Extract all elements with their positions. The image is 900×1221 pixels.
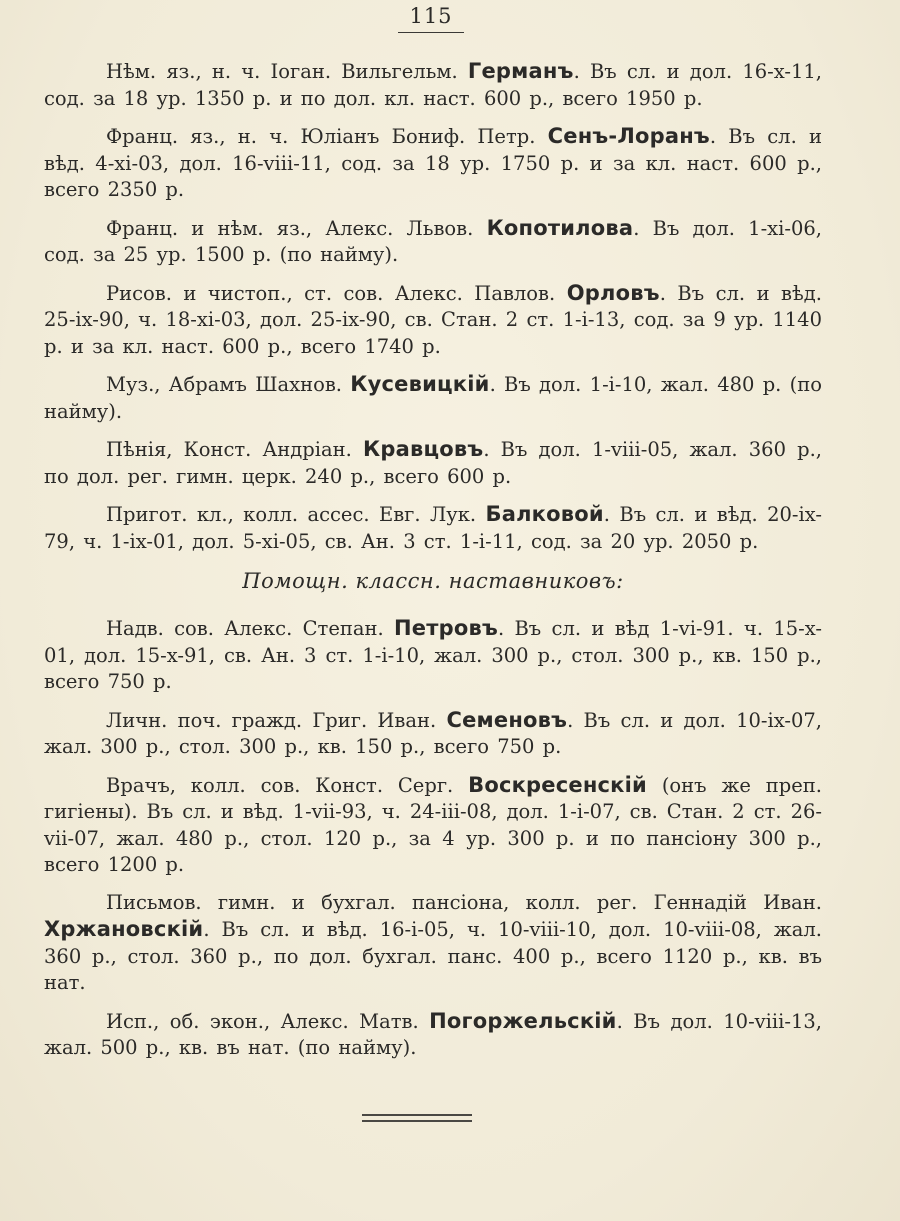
entry-surname: Воскресенскій: [468, 772, 647, 797]
entry-details: . Въ сл. и дол. 10-ix-07, жал. 300 р., стол. 300 р., кв. 150 р., всего 750 р.: [44, 708, 822, 758]
staff-entry: [44, 1008, 822, 1062]
entry-details: . Въ дол. 1-i-10, жал. 480 р. (по найму).: [44, 373, 822, 423]
entry-surname: Копотилова: [486, 215, 634, 240]
entry-details: . Въ сл. и вѣд. 20-ix-79, ч. 1-ix-01, дол. 5-xi-05, св. Ан. 3 ст. 1-i-11, сод. за 20 ур. 2050 р.: [44, 503, 822, 553]
staff-entry: [44, 371, 822, 425]
staff-entry: [44, 436, 822, 490]
staff-entry: [44, 707, 822, 761]
entry-lead: Исп., об. экон., Алекс. Матв.: [106, 1009, 430, 1033]
page-content: [44, 58, 822, 1073]
entry-lead: Письмов. гимн. и бухгал. пансіона, колл. рег. Геннадій Иван.: [106, 890, 822, 914]
entry-surname: Семеновъ: [446, 707, 568, 732]
entry-surname: Кравцовъ: [362, 437, 484, 461]
page-number-underline: [398, 32, 464, 33]
staff-entry: [44, 280, 822, 361]
entry-surname: Германъ: [467, 59, 574, 83]
staff-entry: [44, 215, 822, 269]
entry-surname: Хржановскій: [44, 917, 204, 941]
entry-details: . Въ дол. 10-viii-13, жал. 500 р., кв. въ нат. (по найму).: [44, 1009, 822, 1059]
entry-details: . Въ сл. и вѣд. 4-xi-03, дол. 16-viii-11, сод. за 18 ур. 1750 р. и за кл. наст. 600 р., всего 2350 р.: [44, 125, 822, 201]
entry-surname: Кусевицкій: [350, 372, 490, 396]
entry-details: . Въ сл. и вѣд 1-vi-91. ч. 15-x-01, дол. 15-x-91, св. Ан. 3 ст. 1-i-10, жал. 300 р., стол. 300 р., кв. 150 р., всего 750 р.: [44, 617, 822, 693]
entry-lead: Нѣм. яз., н. ч. Іоган. Вильгельм.: [106, 60, 468, 83]
entry-surname: Петровъ: [394, 616, 498, 640]
entry-lead: Муз., Абрамъ Шахнов.: [106, 373, 351, 396]
staff-entry: [44, 123, 822, 204]
end-rule-top: [362, 1114, 472, 1116]
entry-surname: Балковой: [485, 502, 604, 526]
staff-entry: [44, 615, 822, 696]
entry-details: . Въ сл. и вѣд. 25-ix-90, ч. 18-xi-03, дол. 25-ix-90, св. Стан. 2 ст. 1-i-13, сод. за 9 ур. 1140 р. и за кл. наст. 600 р., всего 1740 р.: [44, 281, 822, 358]
staff-entry: [44, 772, 822, 879]
entry-lead: Франц. яз., н. ч. Юліанъ Бониф. Петр.: [106, 125, 548, 148]
entry-lead: Пригот. кл., колл. ассес. Евг. Лук.: [106, 503, 486, 526]
entry-lead: Франц. и нѣм. яз., Алекс. Львов.: [106, 216, 487, 240]
staff-entry: [44, 58, 822, 112]
entry-lead: Личн. поч. гражд. Григ. Иван.: [106, 708, 447, 732]
entry-details: . Въ дол. 1-viii-05, жал. 360 р., по дол. рег. гимн. церк. 240 р., всего 600 р.: [44, 438, 822, 488]
entry-lead: Рисов. и чистоп., ст. сов. Алекс. Павлов.: [106, 281, 567, 305]
entry-details: . Въ сл. и вѣд. 16-i-05, ч. 10-viii-10, дол. 10-viii-08, жал. 360 р., стол. 360 р., по дол. бухгал. панс. 400 р., всего 1120 р., кв. въ нат.: [44, 918, 822, 994]
section-heading: Помощн. классн. наставниковъ:: [242, 569, 624, 593]
entry-lead: Врачъ, колл. сов. Конст. Серг.: [106, 773, 469, 797]
entry-details: (онъ же преп. гигіены). Въ сл. и вѣд. 1-vii-93, ч. 24-iii-08, дол. 1-i-07, св. Стан. 2 ст. 26-vii-07, жал. 480 р., стол. 120 р., за 4 ур. 300 р. и по пансіону 300 р., всего 1200 р.: [44, 773, 823, 876]
entry-surname: Сенъ-Лоранъ: [547, 124, 710, 148]
staff-entry: [44, 501, 822, 555]
end-rule-bottom: [362, 1120, 472, 1122]
entry-details: . Въ сл. и дол. 16-x-11, сод. за 18 ур. 1350 р. и по дол. кл. наст. 600 р., всего 1950 р.: [44, 60, 822, 110]
entry-surname: Орловъ: [566, 280, 660, 305]
entry-lead: Пѣнія, Конст. Андріан.: [106, 438, 363, 461]
staff-entry: [44, 890, 822, 997]
entry-lead: Надв. сов. Алекс. Степан.: [106, 617, 395, 640]
entry-surname: Погоржельскій: [429, 1008, 617, 1033]
entry-details: . Въ дол. 1-xi-06, сод. за 25 ур. 1500 р. (по найму).: [44, 216, 822, 266]
page-number: 115: [409, 4, 453, 28]
